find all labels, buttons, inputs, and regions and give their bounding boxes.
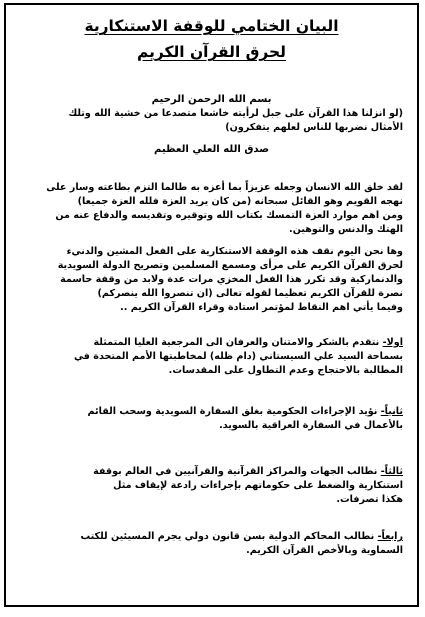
title-line-1-text: البيان الختامي للوقفة الاستنكارية: [84, 17, 339, 35]
verse-line-2: الأمثال نضربها للناس لعلهم يتفكرون): [225, 122, 403, 133]
point-1-line-3: المطالبة بالاحتجاج وعدم التطاول على المقدسات.: [168, 365, 403, 376]
paragraph-1-line-3: ومن اهم موارد العزة التمسك بكتاب الله وتوقيره وتقديسه والدفاع عنه من: [55, 210, 403, 221]
point-3-line-2: استنكارية والضغط على حكوماتهم بإجراءات رادعة لإيقاف مثل: [113, 480, 403, 491]
paragraph-2-line-1: وها نحن اليوم نقف هذه الوقفة الاستنكارية على الفعل المشين والدنيء: [66, 246, 403, 257]
point-2-line-2: بالأعمال في السفارة العراقية بالسويد.: [219, 420, 403, 431]
paragraph-2-line-3: والدنماركية وقد تكرر هذا الفعل المخزي مرات عدة ولابد من وقفة حاسمة: [60, 274, 403, 285]
point-1-line-1: [93, 337, 403, 349]
paragraph-2-line-2: لحرق القرآن الكريم على مرأى ومسمع المسلمين وتصريح الدولة السويدية: [57, 260, 403, 271]
paragraph-2-line-4: نصرة للقرآن الكريم تعظيما لقوله تعالى (ان تنصروا الله ينصركم): [97, 288, 403, 299]
point-3-line-3: هكذا تصرفات.: [336, 494, 403, 505]
point-1-label: اولا-: [382, 337, 403, 348]
point-4-line-2: السماوية وبالأخص القرآن الكريم.: [246, 545, 403, 556]
point-2-line-1: [88, 406, 403, 418]
verse-closing: صدق الله العلي العظيم: [153, 144, 270, 155]
point-4-text: نطالب المحاكم الدولية بسن قانون دولي يجرم المسيئين للكتب: [80, 531, 378, 542]
paragraph-1-line-2: نهجه القويم وهو القائل سبحانه (من كان يريد العزة فلله العزة جميعا): [77, 196, 403, 207]
point-2-label: ثانياً-: [380, 406, 403, 417]
point-3-text: نطالب الجهات والمراكز القرآنية والقرآنيين في العالم بوقفة: [93, 466, 381, 477]
title-line-1: [6, 17, 417, 35]
point-3-line-1: [93, 466, 403, 478]
paragraph-1-line-1: لقد خلق الله الانسان وجعله عزيزاً بما أعزه به طالما التزم بطاعته وسار على: [46, 182, 403, 193]
verse-line-1: (لو انزلنا هذا القرآن على جبل لرأيته خاشعا متصدعا من خشية الله وتلك: [68, 108, 403, 119]
title-line-2-text: لحرق القرآن الكريم: [137, 43, 286, 61]
point-3-label: ثالثاً-: [380, 466, 403, 477]
paragraph-1-line-4: الهتك والدنس والتوهين.: [289, 224, 403, 235]
point-4-label: رابعاً-: [377, 531, 403, 542]
statement-page: [4, 3, 419, 607]
point-1-text: نتقدم بالشكر والامتنان والعرفان الى المرجعية العليا المتمثلة: [93, 337, 383, 348]
point-2-text: نؤيد الإجراءات الحكومية بغلق السفارة السويدية وسحب القائم: [87, 406, 381, 417]
paragraph-2-line-5: وفيما يأتي اهم النقاط لمؤتمر استادة وقراء القرآن الكريم ..: [120, 302, 403, 313]
title-line-2: [6, 43, 417, 61]
point-4-line-1: [80, 531, 403, 543]
point-1-line-2: بسماحة السيد علي السيستاني (دام ظله) لمخاطبتها الأمم المتحدة في: [73, 351, 403, 362]
basmala: بسم الله الرحمن الرحيم: [151, 94, 272, 105]
